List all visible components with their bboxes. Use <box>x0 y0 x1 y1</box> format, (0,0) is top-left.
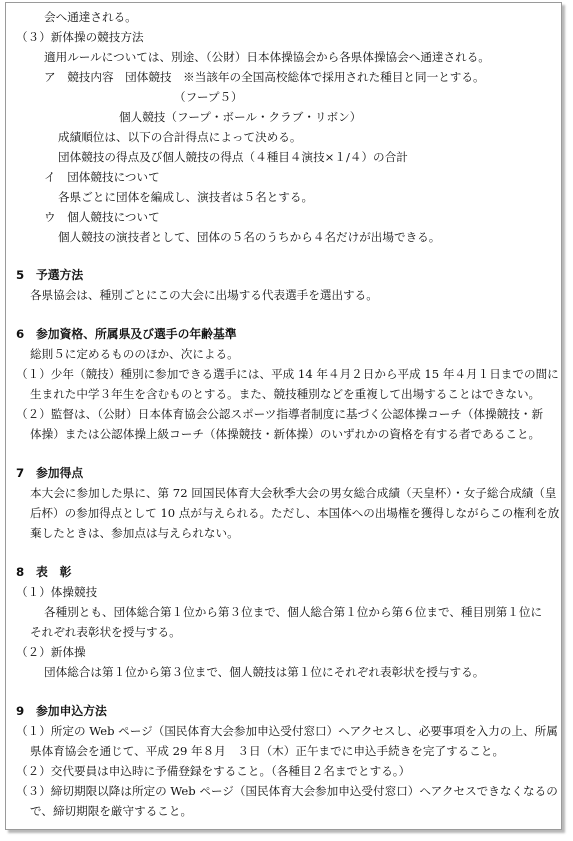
text-line: それぞれ表彰状を授与する。 <box>30 625 181 639</box>
text-line: 生まれた中学３年生を含むものとする。また、競技種別などを重複して出場することはできない。 <box>30 387 541 401</box>
text-line: 個人競技の演技者として、団体の５名のうちから４名だけが出場できる。 <box>58 230 441 244</box>
text-line: 成績順位は、以下の合計得点によって決める。 <box>58 130 302 144</box>
text-line: ウ 個人競技について <box>44 210 160 224</box>
text-line: （２）新体操 <box>16 645 86 659</box>
text-line: イ 団体競技について <box>44 170 160 184</box>
text-line: 総則５に定めるもののほか、次による。 <box>30 347 239 361</box>
text-line: 各種別とも、団体総合第１位から第３位まで、個人総合第１位から第６位まで、種目別第１位に <box>44 605 543 619</box>
text-line: 各県協会は、種別ごとにこの大会に出場する代表選手を選出する。 <box>30 288 378 302</box>
text-line: 会へ通達される。 <box>44 10 137 24</box>
text-line: 后杯）の参加得点として 10 点が与えられる。ただし、本国体への出場権を獲得しながらこの権利を放 <box>30 506 560 520</box>
section-heading: 9 参加申込方法 <box>16 704 107 718</box>
text-line: 県体育協会を通じて、平成 29 年８月 ３日（木）正午までに申込手続きを完了すること。 <box>30 744 505 758</box>
text-line: 棄したときは、参加点は与えられない。 <box>30 526 239 540</box>
text-line: （２）交代要員は申込時に予備登録をすること。（各種目２名までとする。） <box>16 764 411 778</box>
text-line: 団体競技の得点及び個人競技の得点（４種目４演技×１/４）の合計 <box>58 150 408 164</box>
text-line: （１）所定の Web ページ（国民体育大会参加申込受付窓口）へアクセスし、必要事項を入力の上、所属 <box>16 724 558 738</box>
text-line: （３）新体操の競技方法 <box>16 30 144 44</box>
section-heading: 6 参加資格、所属県及び選手の年齢基準 <box>16 327 237 341</box>
text-line: 団体総合は第１位から第３位まで、個人競技は第１位にそれぞれ表彰状を授与する。 <box>44 665 485 679</box>
text-line: （２）監督は、（公財）日本体育協会公認スポーツ指導者制度に基づく公認体操コーチ（体操競技・新 <box>16 407 544 421</box>
text-line: ア 競技内容 団体競技 ※当該年の全国高校総体で採用された種目と同一とする。 <box>44 70 485 84</box>
text-line: （１）少年（競技）種別に参加できる選手には、平成 14 年４月２日から平成 15 年４月１日までの間に <box>16 367 559 381</box>
text-line: で、締切期限を厳守すること。 <box>30 804 193 818</box>
section-heading: 8 表 彰 <box>16 565 72 579</box>
text-line: 本大会に参加した県に、第 72 回国民体育大会秋季大会の男女総合成績（天皇杯）・女子総合成績（皇 <box>30 486 557 500</box>
section-heading: 5 予選方法 <box>16 268 84 282</box>
text-line: （フープ５） <box>174 90 243 104</box>
text-line: 体操）または公認体操上級コーチ（体操競技・新体操）のいずれかの資格を有する者であること。 <box>30 427 541 441</box>
text-line: （３）締切期限以降は所定の Web ページ（国民体育大会参加申込受付窓口）へアクセスできなくなるの <box>16 784 558 798</box>
section-heading: 7 参加得点 <box>16 466 84 480</box>
text-line: 適用ルールについては、別途、（公財）日本体操協会から各県体操協会へ通達される。 <box>44 50 490 64</box>
text-line: （１）体操競技 <box>16 585 98 599</box>
text-line: 各県ごとに団体を編成し、演技者は５名とする。 <box>58 190 314 204</box>
text-line: 個人競技（フープ・ボール・クラブ・リボン） <box>119 110 362 124</box>
document-page <box>5 2 562 830</box>
